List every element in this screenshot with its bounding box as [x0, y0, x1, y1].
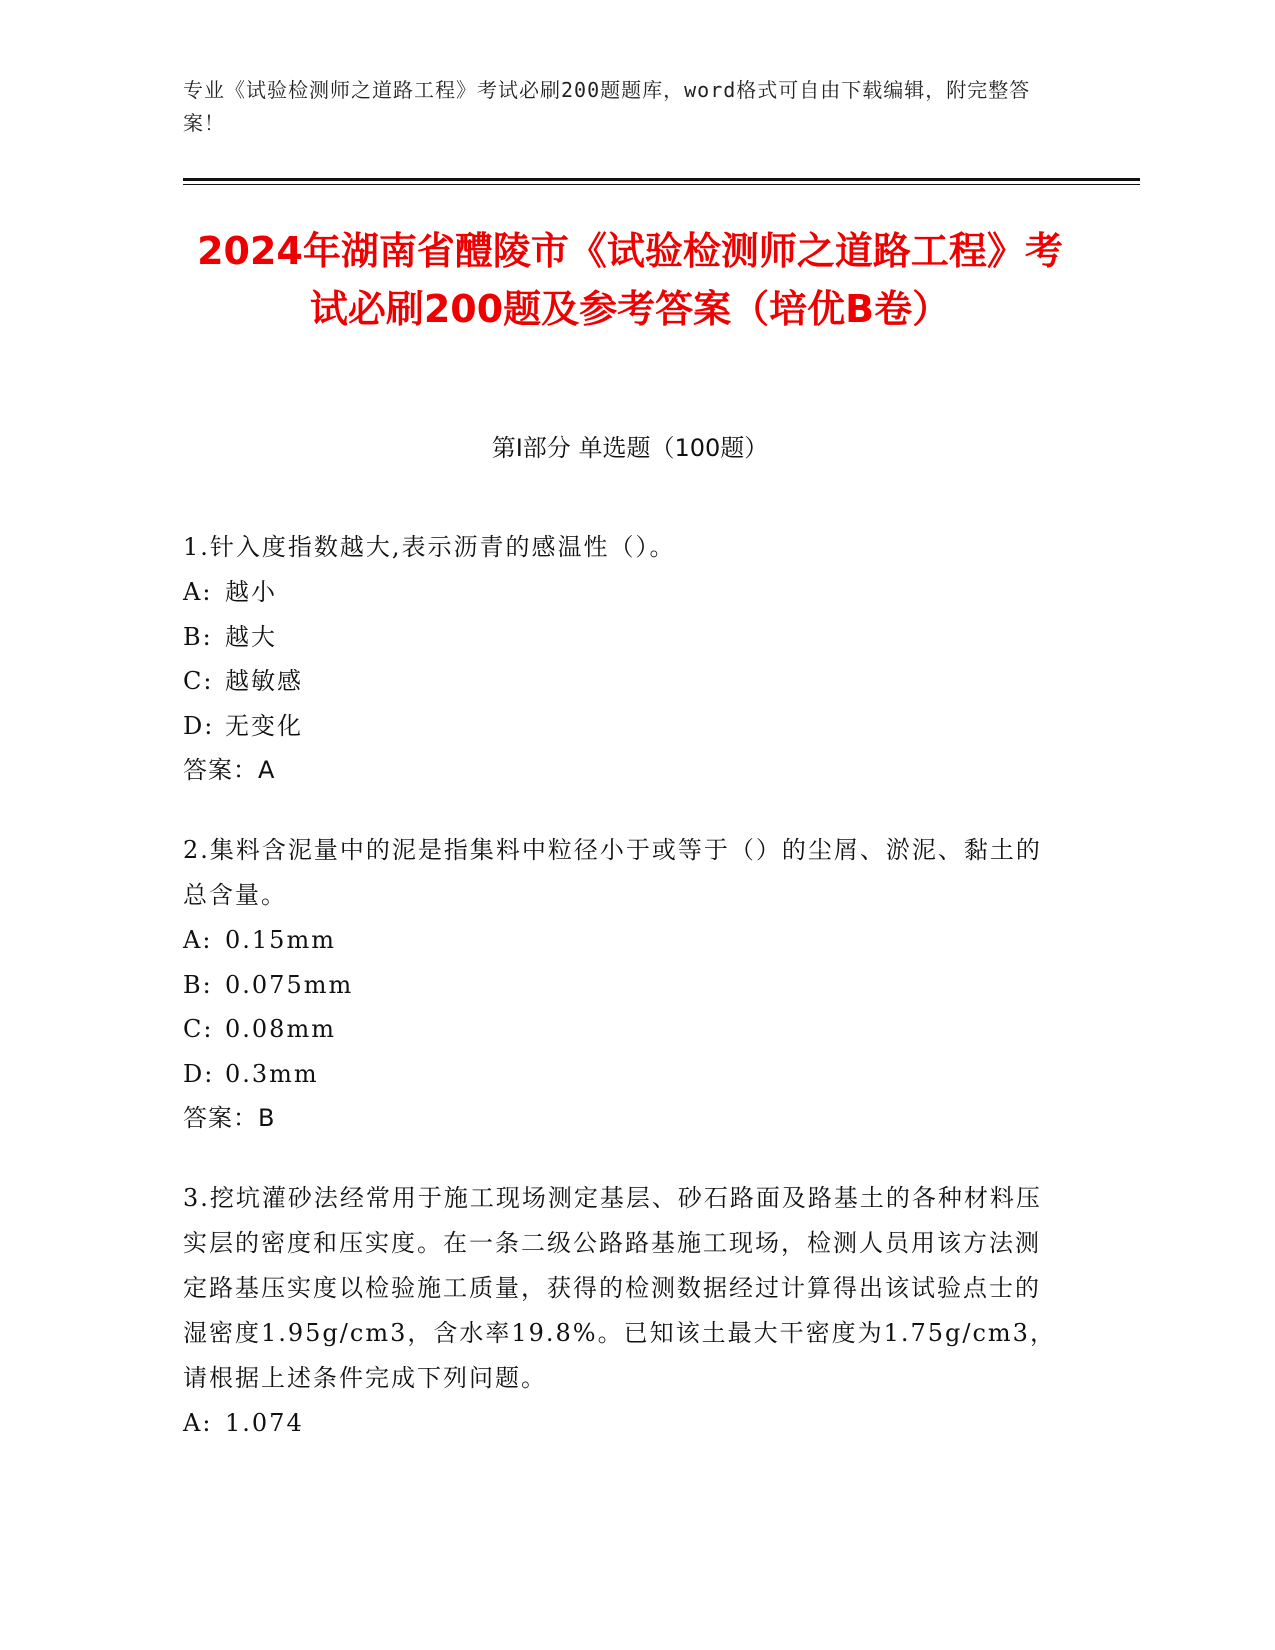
header-divider-thick: [183, 178, 1140, 181]
option-d: [183, 1052, 1063, 1097]
question-1: [183, 525, 1063, 792]
option-text: 越小: [225, 578, 277, 606]
option-key: A:: [183, 578, 213, 606]
header-divider-thin: [183, 184, 1140, 185]
option-text: 1.074: [225, 1409, 304, 1437]
option-text: 0.075mm: [225, 970, 354, 999]
option-b: [183, 615, 1063, 660]
option-key: B:: [183, 970, 213, 999]
option-text: 0.3mm: [225, 1059, 319, 1088]
option-c: [183, 1007, 1063, 1052]
question-text: 3.挖坑灌砂法经常用于施工现场测定基层、砂石路面及路基土的各种材料压实层的密度和压实度。在一条二级公路路基施工现场，检测人员用该方法测定路基压实度以检验施工质量，获得的检测数据经过计算得出该试验点士的湿密度1.95g/cm3，含水率19.8%。已知该土最大干密度为1.75g/cm3，请根据上述条件完成下列问题。: [183, 1184, 1056, 1392]
header-note: 专业《试验检测师之道路工程》考试必刷200题题库，word格式可自由下载编辑，附完整答案！: [183, 78, 1031, 135]
option-key: B:: [183, 622, 213, 651]
option-d: [183, 704, 1063, 749]
option-key: D:: [183, 1059, 215, 1088]
option-key: A:: [183, 1409, 213, 1437]
question-2: [183, 828, 1063, 1140]
option-b: [183, 963, 1063, 1008]
question-text: 2.集料含泥量中的泥是指集料中粒径小于或等于（）的尘屑、淤泥、黏土的总含量。: [183, 836, 1042, 909]
option-c: [183, 659, 1063, 704]
question-3: [183, 1176, 1063, 1446]
option-text: 无变化: [225, 711, 303, 740]
document-title: 2024年湖南省醴陵市《试验检测师之道路工程》考试必刷200题及参考答案（培优B卷）: [197, 229, 1063, 331]
option-text: 0.08mm: [225, 1015, 336, 1043]
option-a: [183, 918, 1063, 963]
option-text: 0.15mm: [225, 926, 336, 954]
question-text: 1.针入度指数越大,表示沥青的感温性（）。: [183, 533, 676, 561]
option-key: A:: [183, 926, 213, 954]
option-text: 越敏感: [225, 667, 303, 695]
option-text: 越大: [225, 622, 277, 651]
option-key: C:: [183, 667, 214, 695]
option-a: [183, 1401, 1063, 1446]
section-heading: 第I部分 单选题（100题）: [491, 434, 769, 462]
option-key: D:: [183, 711, 215, 740]
option-key: C:: [183, 1015, 214, 1043]
answer-line: 答案：A: [183, 756, 276, 784]
option-a: [183, 570, 1063, 615]
answer-line: 答案：B: [183, 1104, 276, 1132]
question-list: [183, 525, 1063, 1482]
